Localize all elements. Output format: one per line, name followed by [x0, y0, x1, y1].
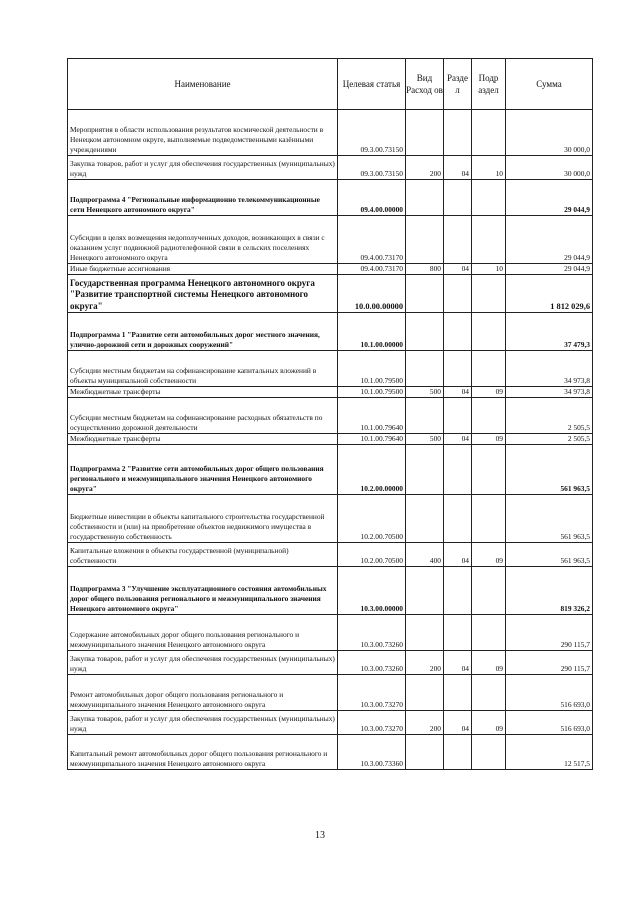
row-sum: 290 115,7 — [506, 615, 593, 651]
row-code: 09.4.00.73170 — [338, 216, 406, 264]
table-row — [68, 711, 593, 735]
row-podrazdel: 09 — [472, 651, 506, 675]
row-name: Государственная программа Ненецкого автономного округа "Развитие транспортной системы Ненецкого автономного округа" — [68, 275, 338, 313]
row-code: 10.1.00.00000 — [338, 313, 406, 351]
row-podrazdel — [472, 180, 506, 216]
row-name: Межбюджетные трансферты — [68, 434, 338, 445]
row-sum: 34 973,8 — [506, 387, 593, 398]
row-razdel — [444, 216, 472, 264]
row-podrazdel — [472, 216, 506, 264]
row-code: 10.0.00.00000 — [338, 275, 406, 313]
row-name: Подпрограмма 3 "Улучшение эксплуатационного состояния автомобильных дорог общего пользования регионального и межмуниципального значения Ненецкого автономного округа" — [68, 567, 338, 615]
row-sum: 37 479,3 — [506, 313, 593, 351]
row-podrazdel: 09 — [472, 711, 506, 735]
row-code: 10.2.00.70500 — [338, 543, 406, 567]
row-podrazdel: 10 — [472, 156, 506, 180]
row-sum: 561 963,5 — [506, 445, 593, 495]
table-row — [68, 387, 593, 398]
row-vid — [406, 180, 444, 216]
row-code: 09.4.00.73170 — [338, 264, 406, 275]
row-code: 10.2.00.70500 — [338, 495, 406, 543]
row-vid: 200 — [406, 711, 444, 735]
row-sum: 516 693,0 — [506, 675, 593, 711]
row-name: Закупка товаров, работ и услуг для обеспечения государственных (муниципальных) нужд — [68, 711, 338, 735]
header-code: Целевая статья — [338, 59, 406, 110]
table-row — [68, 216, 593, 264]
row-razdel: 04 — [444, 264, 472, 275]
table-row — [68, 275, 593, 313]
row-name: Подпрограмма 4 "Региональные информационно телекоммуникационные сети Ненецкого автономного округа" — [68, 180, 338, 216]
row-razdel — [444, 180, 472, 216]
row-vid — [406, 351, 444, 387]
row-vid: 400 — [406, 543, 444, 567]
row-razdel: 04 — [444, 387, 472, 398]
row-code: 10.1.00.79500 — [338, 387, 406, 398]
row-razdel: 04 — [444, 651, 472, 675]
row-name: Субсидии в целях возмещения недополученных доходов, возникающих в связи с оказанием услуг подвижной радиотелефонной связи в сельских поселениях Ненецкого автономного округа — [68, 216, 338, 264]
header-razdel: Разде л — [444, 59, 472, 110]
row-vid — [406, 313, 444, 351]
row-code: 10.3.00.73360 — [338, 735, 406, 770]
row-podrazdel: 10 — [472, 264, 506, 275]
row-sum: 29 044,9 — [506, 216, 593, 264]
table-row — [68, 398, 593, 434]
row-podrazdel — [472, 615, 506, 651]
row-name: Ремонт автомобильных дорог общего пользования регионального и межмуниципального значения Ненецкого автономного округа — [68, 675, 338, 711]
page-number: 13 — [315, 830, 325, 841]
table-row — [68, 615, 593, 651]
row-podrazdel — [472, 110, 506, 156]
row-vid: 200 — [406, 651, 444, 675]
row-code: 10.1.00.79640 — [338, 434, 406, 445]
row-name: Субсидии местным бюджетам на софинансирование капитальных вложений в объекты муниципальной собственности — [68, 351, 338, 387]
row-sum: 2 505,5 — [506, 434, 593, 445]
row-code: 10.3.00.73270 — [338, 711, 406, 735]
row-podrazdel — [472, 495, 506, 543]
row-sum: 12 517,5 — [506, 735, 593, 770]
row-vid — [406, 445, 444, 495]
row-code: 09.3.00.73150 — [338, 156, 406, 180]
row-razdel — [444, 398, 472, 434]
row-razdel — [444, 351, 472, 387]
row-name: Содержание автомобильных дорог общего пользования регионального и межмуниципального значения Ненецкого автономного округа — [68, 615, 338, 651]
row-sum: 1 812 029,6 — [506, 275, 593, 313]
row-name: Подпрограмма 1 "Развитие сети автомобильных дорог местного значения, улично-дорожной сети и дорожных сооружений" — [68, 313, 338, 351]
row-vid — [406, 615, 444, 651]
row-sum: 29 044,9 — [506, 264, 593, 275]
header-name: Наименование — [68, 59, 338, 110]
row-razdel — [444, 275, 472, 313]
row-code: 10.2.00.00000 — [338, 445, 406, 495]
row-podrazdel: 09 — [472, 543, 506, 567]
table-row — [68, 567, 593, 615]
row-podrazdel: 09 — [472, 387, 506, 398]
row-sum: 516 693,0 — [506, 711, 593, 735]
row-podrazdel — [472, 735, 506, 770]
row-vid: 200 — [406, 156, 444, 180]
row-sum: 30 000,0 — [506, 110, 593, 156]
row-code: 10.1.00.79500 — [338, 351, 406, 387]
row-sum: 819 326,2 — [506, 567, 593, 615]
row-code: 10.3.00.73270 — [338, 675, 406, 711]
table-body — [68, 110, 593, 770]
budget-table — [67, 58, 593, 770]
row-razdel — [444, 615, 472, 651]
table-row — [68, 156, 593, 180]
header-vid: Вид Расход ов — [406, 59, 444, 110]
row-podrazdel — [472, 398, 506, 434]
row-code: 10.3.00.00000 — [338, 567, 406, 615]
row-vid — [406, 735, 444, 770]
table-row — [68, 445, 593, 495]
row-name: Мероприятия в области использования результатов космической деятельности в Ненецком автономном округе, выполняемые подведомственными казёнными учреждениями — [68, 110, 338, 156]
header-sum: Сумма — [506, 59, 593, 110]
row-vid — [406, 567, 444, 615]
row-razdel: 04 — [444, 156, 472, 180]
row-name: Закупка товаров, работ и услуг для обеспечения государственных (муниципальных) нужд — [68, 156, 338, 180]
row-name: Подпрограмма 2 "Развитие сети автомобильных дорог общего пользования регионального и межмуниципального значения Ненецкого автономного округа" — [68, 445, 338, 495]
row-razdel — [444, 110, 472, 156]
row-sum: 561 963,5 — [506, 495, 593, 543]
row-name: Бюджетные инвестиции в объекты капитального строительства государственной собственности и (или) на приобретение объектов недвижимого имущества в государственную собственность — [68, 495, 338, 543]
row-podrazdel — [472, 567, 506, 615]
table-row — [68, 651, 593, 675]
row-code: 09.3.00.73150 — [338, 110, 406, 156]
row-podrazdel — [472, 351, 506, 387]
table-row — [68, 735, 593, 770]
row-vid — [406, 675, 444, 711]
row-sum: 2 505,5 — [506, 398, 593, 434]
table-row — [68, 434, 593, 445]
row-vid: 500 — [406, 387, 444, 398]
row-name: Субсидии местным бюджетам на софинансирование расходных обязательств по осуществлению дорожной деятельности — [68, 398, 338, 434]
row-vid: 800 — [406, 264, 444, 275]
row-name: Капитальный ремонт автомобильных дорог общего пользования регионального и межмуниципального значения Ненецкого автономного округа — [68, 735, 338, 770]
table-row — [68, 180, 593, 216]
row-vid — [406, 110, 444, 156]
row-razdel — [444, 567, 472, 615]
row-podrazdel — [472, 275, 506, 313]
row-sum: 561 963,5 — [506, 543, 593, 567]
row-name: Закупка товаров, работ и услуг для обеспечения государственных (муниципальных) нужд — [68, 651, 338, 675]
row-razdel: 04 — [444, 434, 472, 445]
row-razdel — [444, 445, 472, 495]
header-podrazdel: Подр аздел — [472, 59, 506, 110]
row-name: Межбюджетные трансферты — [68, 387, 338, 398]
table-row — [68, 675, 593, 711]
row-razdel — [444, 735, 472, 770]
table-row — [68, 264, 593, 275]
row-code: 09.4.00.00000 — [338, 180, 406, 216]
row-vid — [406, 398, 444, 434]
row-sum: 29 044,9 — [506, 180, 593, 216]
row-sum: 30 000,0 — [506, 156, 593, 180]
row-podrazdel — [472, 445, 506, 495]
table-row — [68, 313, 593, 351]
row-vid — [406, 216, 444, 264]
row-razdel — [444, 313, 472, 351]
row-name: Иные бюджетные ассигнования — [68, 264, 338, 275]
table-row — [68, 543, 593, 567]
row-razdel — [444, 675, 472, 711]
table-row — [68, 110, 593, 156]
row-vid — [406, 275, 444, 313]
row-vid — [406, 495, 444, 543]
row-code: 10.3.00.73260 — [338, 651, 406, 675]
row-podrazdel — [472, 313, 506, 351]
row-podrazdel: 09 — [472, 434, 506, 445]
table-row — [68, 351, 593, 387]
row-name: Капитальные вложения в объекты государственной (муниципальной) собственности — [68, 543, 338, 567]
row-sum: 290 115,7 — [506, 651, 593, 675]
row-code: 10.1.00.79640 — [338, 398, 406, 434]
row-sum: 34 973,8 — [506, 351, 593, 387]
row-code: 10.3.00.73260 — [338, 615, 406, 651]
row-razdel: 04 — [444, 711, 472, 735]
row-vid: 500 — [406, 434, 444, 445]
table-row — [68, 495, 593, 543]
row-razdel — [444, 495, 472, 543]
row-podrazdel — [472, 675, 506, 711]
table-header-row — [68, 59, 593, 110]
row-razdel: 04 — [444, 543, 472, 567]
